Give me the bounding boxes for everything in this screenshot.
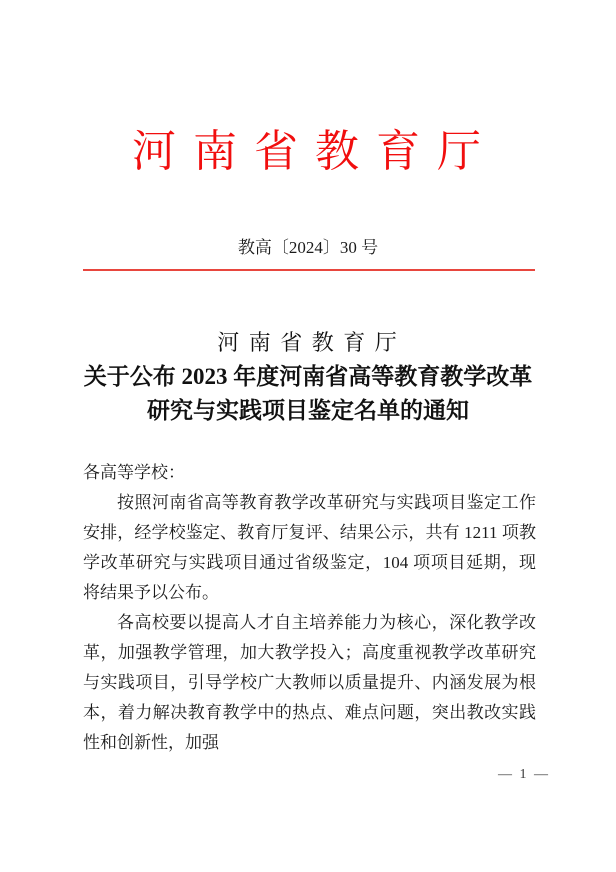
notice-title bbox=[40, 326, 576, 428]
document-number: 教高〔2024〕30 号 bbox=[237, 238, 379, 257]
notice-title-line-2: 关于公布 2023 年度河南省高等教育教学改革 bbox=[83, 364, 533, 389]
notice-title-line-3: 研究与实践项目鉴定名单的通知 bbox=[147, 398, 469, 423]
document-body bbox=[83, 458, 536, 758]
red-divider-line bbox=[83, 269, 535, 271]
body-paragraph-1: 按照河南省高等教育教学改革研究与实践项目鉴定工作安排，经学校鉴定、教育厅复评、结果公示，共有 1211 项教学改革研究与实践项目通过省级鉴定，104 项项目延期，现将结果予以公布。 bbox=[83, 493, 536, 602]
letterhead-title: 河 南 省 教 育 厅 bbox=[132, 127, 484, 176]
page-number: — 1 — bbox=[498, 767, 550, 782]
body-paragraph-2: 各高校要以提高人才自主培养能力为核心，深化教学改革，加强教学管理，加大教学投入；高度重视教学改革研究与实践项目，引导学校广大教师以质量提升、内涵发展为根本，着力解决教育教学中的热点、难点问题，突出教改实践性和创新性，加强 bbox=[83, 613, 536, 752]
salutation: 各高等学校： bbox=[83, 463, 185, 482]
notice-title-issuer: 河 南 省 教 育 厅 bbox=[217, 330, 399, 355]
